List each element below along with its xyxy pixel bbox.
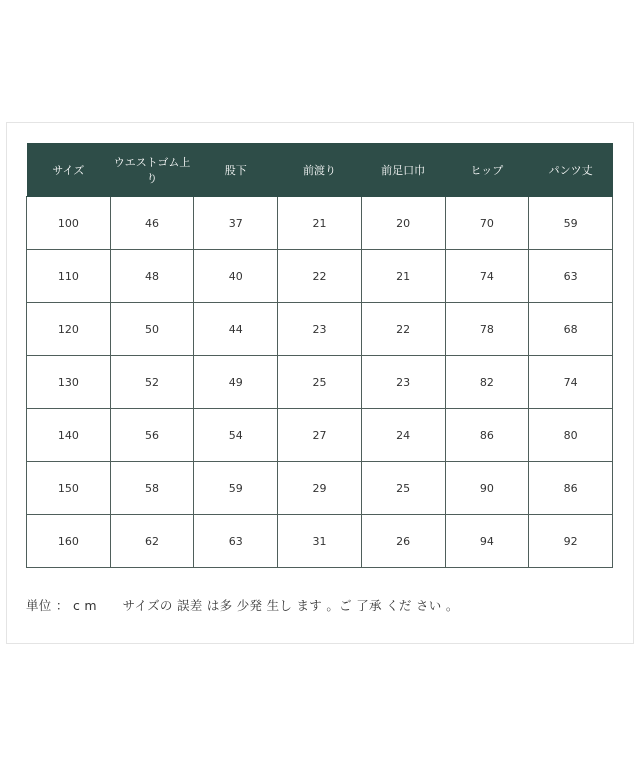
table-cell: 50 bbox=[110, 303, 194, 356]
table-row bbox=[27, 303, 613, 356]
table-cell: 82 bbox=[445, 356, 529, 409]
table-cell: 63 bbox=[194, 515, 278, 568]
table-header bbox=[27, 143, 613, 197]
table-cell: 56 bbox=[110, 409, 194, 462]
table-cell: 86 bbox=[445, 409, 529, 462]
table-cell: 20 bbox=[361, 197, 445, 250]
header-leg-opening: 前足口巾 bbox=[361, 143, 445, 197]
size-chart-table bbox=[26, 143, 613, 568]
error-note: サイズの 誤差 は多 少発 生し ます 。ご 了承 くだ さい 。 bbox=[122, 598, 459, 613]
table-row bbox=[27, 462, 613, 515]
table-cell: 26 bbox=[361, 515, 445, 568]
table-cell: 37 bbox=[194, 197, 278, 250]
header-front-rise: 前渡り bbox=[278, 143, 362, 197]
header-hip: ヒップ bbox=[445, 143, 529, 197]
table-cell: 92 bbox=[529, 515, 613, 568]
table-cell: 40 bbox=[194, 250, 278, 303]
table-cell: 52 bbox=[110, 356, 194, 409]
table-cell: 130 bbox=[27, 356, 111, 409]
table-cell: 23 bbox=[361, 356, 445, 409]
table-cell: 62 bbox=[110, 515, 194, 568]
table-cell: 100 bbox=[27, 197, 111, 250]
table-cell: 150 bbox=[27, 462, 111, 515]
table-body bbox=[27, 197, 613, 568]
unit-note: 単位 ： c m bbox=[26, 598, 97, 613]
table-cell: 120 bbox=[27, 303, 111, 356]
table-cell: 90 bbox=[445, 462, 529, 515]
table-cell: 23 bbox=[278, 303, 362, 356]
table-cell: 24 bbox=[361, 409, 445, 462]
table-cell: 22 bbox=[361, 303, 445, 356]
table-cell: 46 bbox=[110, 197, 194, 250]
table-row bbox=[27, 356, 613, 409]
table-cell: 59 bbox=[194, 462, 278, 515]
table-cell: 78 bbox=[445, 303, 529, 356]
table-cell: 70 bbox=[445, 197, 529, 250]
table-cell: 94 bbox=[445, 515, 529, 568]
table-cell: 27 bbox=[278, 409, 362, 462]
table-cell: 21 bbox=[278, 197, 362, 250]
table-cell: 48 bbox=[110, 250, 194, 303]
header-inseam: 股下 bbox=[194, 143, 278, 197]
table-row bbox=[27, 409, 613, 462]
table-cell: 110 bbox=[27, 250, 111, 303]
table-cell: 74 bbox=[529, 356, 613, 409]
table-cell: 22 bbox=[278, 250, 362, 303]
table-cell: 25 bbox=[361, 462, 445, 515]
table-cell: 63 bbox=[529, 250, 613, 303]
header-waist: ウエストゴム上り bbox=[110, 143, 194, 197]
table-cell: 49 bbox=[194, 356, 278, 409]
table-row bbox=[27, 197, 613, 250]
table-row bbox=[27, 515, 613, 568]
table-cell: 80 bbox=[529, 409, 613, 462]
table-cell: 58 bbox=[110, 462, 194, 515]
table-cell: 160 bbox=[27, 515, 111, 568]
header-size: サイズ bbox=[27, 143, 111, 197]
table-row bbox=[27, 250, 613, 303]
table-cell: 31 bbox=[278, 515, 362, 568]
table-cell: 59 bbox=[529, 197, 613, 250]
table-cell: 140 bbox=[27, 409, 111, 462]
table-cell: 25 bbox=[278, 356, 362, 409]
table-cell: 74 bbox=[445, 250, 529, 303]
table-cell: 68 bbox=[529, 303, 613, 356]
table-cell: 29 bbox=[278, 462, 362, 515]
header-row bbox=[27, 143, 613, 197]
table-cell: 86 bbox=[529, 462, 613, 515]
table-cell: 44 bbox=[194, 303, 278, 356]
table-cell: 21 bbox=[361, 250, 445, 303]
footnote bbox=[26, 596, 459, 614]
header-pants-length: パンツ丈 bbox=[529, 143, 613, 197]
table-cell: 54 bbox=[194, 409, 278, 462]
